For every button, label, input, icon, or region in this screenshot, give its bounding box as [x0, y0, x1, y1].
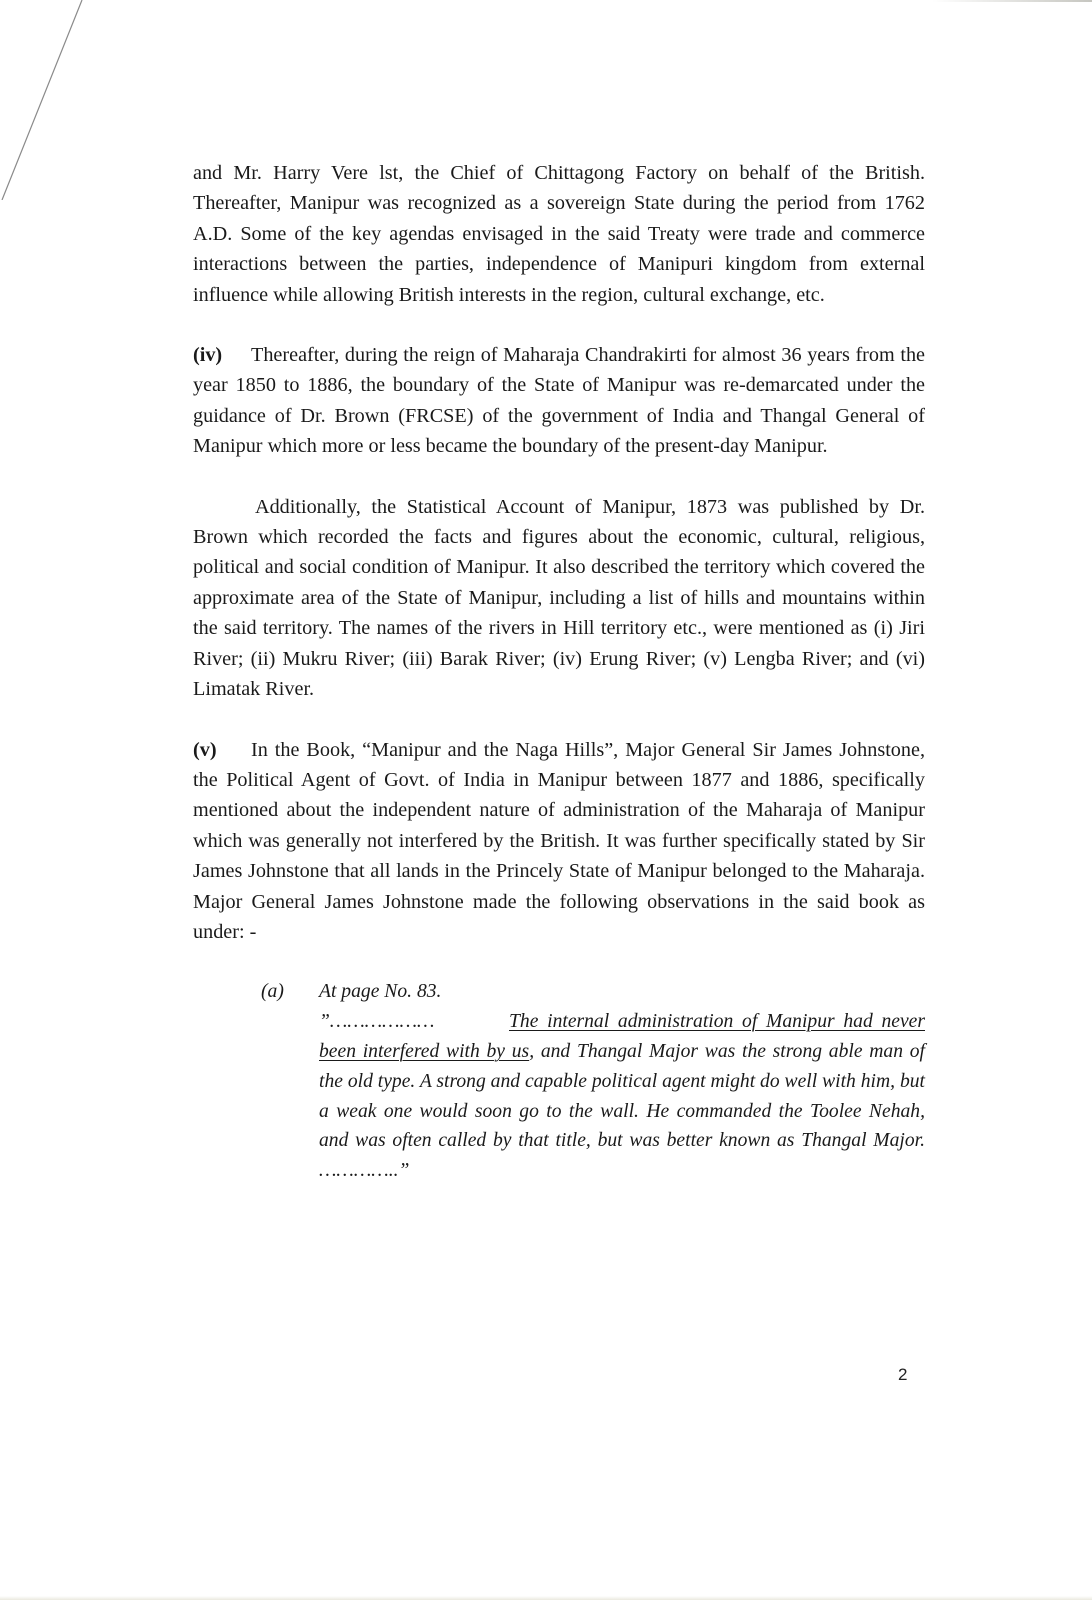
scan-top-edge [932, 0, 1092, 2]
paragraph-statistical-account: Additionally, the Statistical Account of Manipur, 1873 was published by Dr. Brown which recorded the facts and figures about the economic, cultural, religious, political and social condition of Manipur. It also described the territory which covered the approximate area of the State of Manipur, including a list of hills and mountains within the said territory. The names of the rivers in Hill territory etc., were mentioned as (i) Jiri River; (ii) Mukru River; (iii) Barak River; (iv) Erung River; (v) Lengba River; and (vi) Limatak River. [193, 495, 925, 701]
document-page [193, 158, 925, 1186]
quote-a-heading: At page No. 83. [319, 981, 442, 1003]
quote-a-underlined-text: The internal administration of Manipur had never been interfered with by us [319, 1011, 925, 1062]
section-v-label: (v) [193, 738, 217, 761]
page-number: 2 [898, 1365, 908, 1384]
section-iv [193, 340, 925, 462]
paragraph-continuation: and Mr. Harry Vere lst, the Chief of Chittagong Factory on behalf of the British. Thereafter, Manipur was recognized as a sovereign State during the period from 1762 A.D. Some of the key agendas envisaged in the said Treaty were trade and commerce interactions between the parties, independence of Manipuri kingdom from external influence while allowing British interests in the region, cultural exchange, etc. [193, 162, 925, 306]
scan-bottom-edge [0, 1596, 1092, 1600]
quote-a-body [319, 977, 925, 1186]
quote-a-label: (a) [261, 981, 284, 1003]
section-iv-text: Thereafter, during the reign of Maharaja Chandrakirti for almost 36 years from the year 1850 to 1886, the boundary of the State of Manipur was re-demarcated under the guidance of Dr. Brown (FRCSE) of the government of India and Thangal General of Manipur which more or less became the boundary of the present-day Manipur. [193, 344, 925, 458]
section-iv-label: (iv) [193, 344, 223, 367]
section-v [193, 735, 925, 948]
scan-edge-line [0, 0, 90, 200]
quote-a-text: , and Thangal Major was the strong able man of the old type. A strong and capable political agent might do well with him, but a weak one would soon go to the wall. He commanded the Toolee Nehah, and was often called by that title, but was better known as Thangal Major. …………..” [319, 1040, 925, 1182]
section-v-text: In the Book, “Manipur and the Naga Hills”, Major General Sir James Johnstone, the Political Agent of Govt. of India in Manipur between 1877 and 1886, specifically mentioned about the independent nature of administration of the Maharaja of Manipur which was generally not interfered by the British. It was further specifically stated by Sir James Johnstone that all lands in the Princely State of Manipur belonged to the Maharaja. Major General James Johnstone made the following observations in the said book as under: - [193, 738, 925, 943]
quote-a-open-ellipsis: ”……………… [319, 1011, 435, 1033]
quote-a [261, 977, 925, 1186]
